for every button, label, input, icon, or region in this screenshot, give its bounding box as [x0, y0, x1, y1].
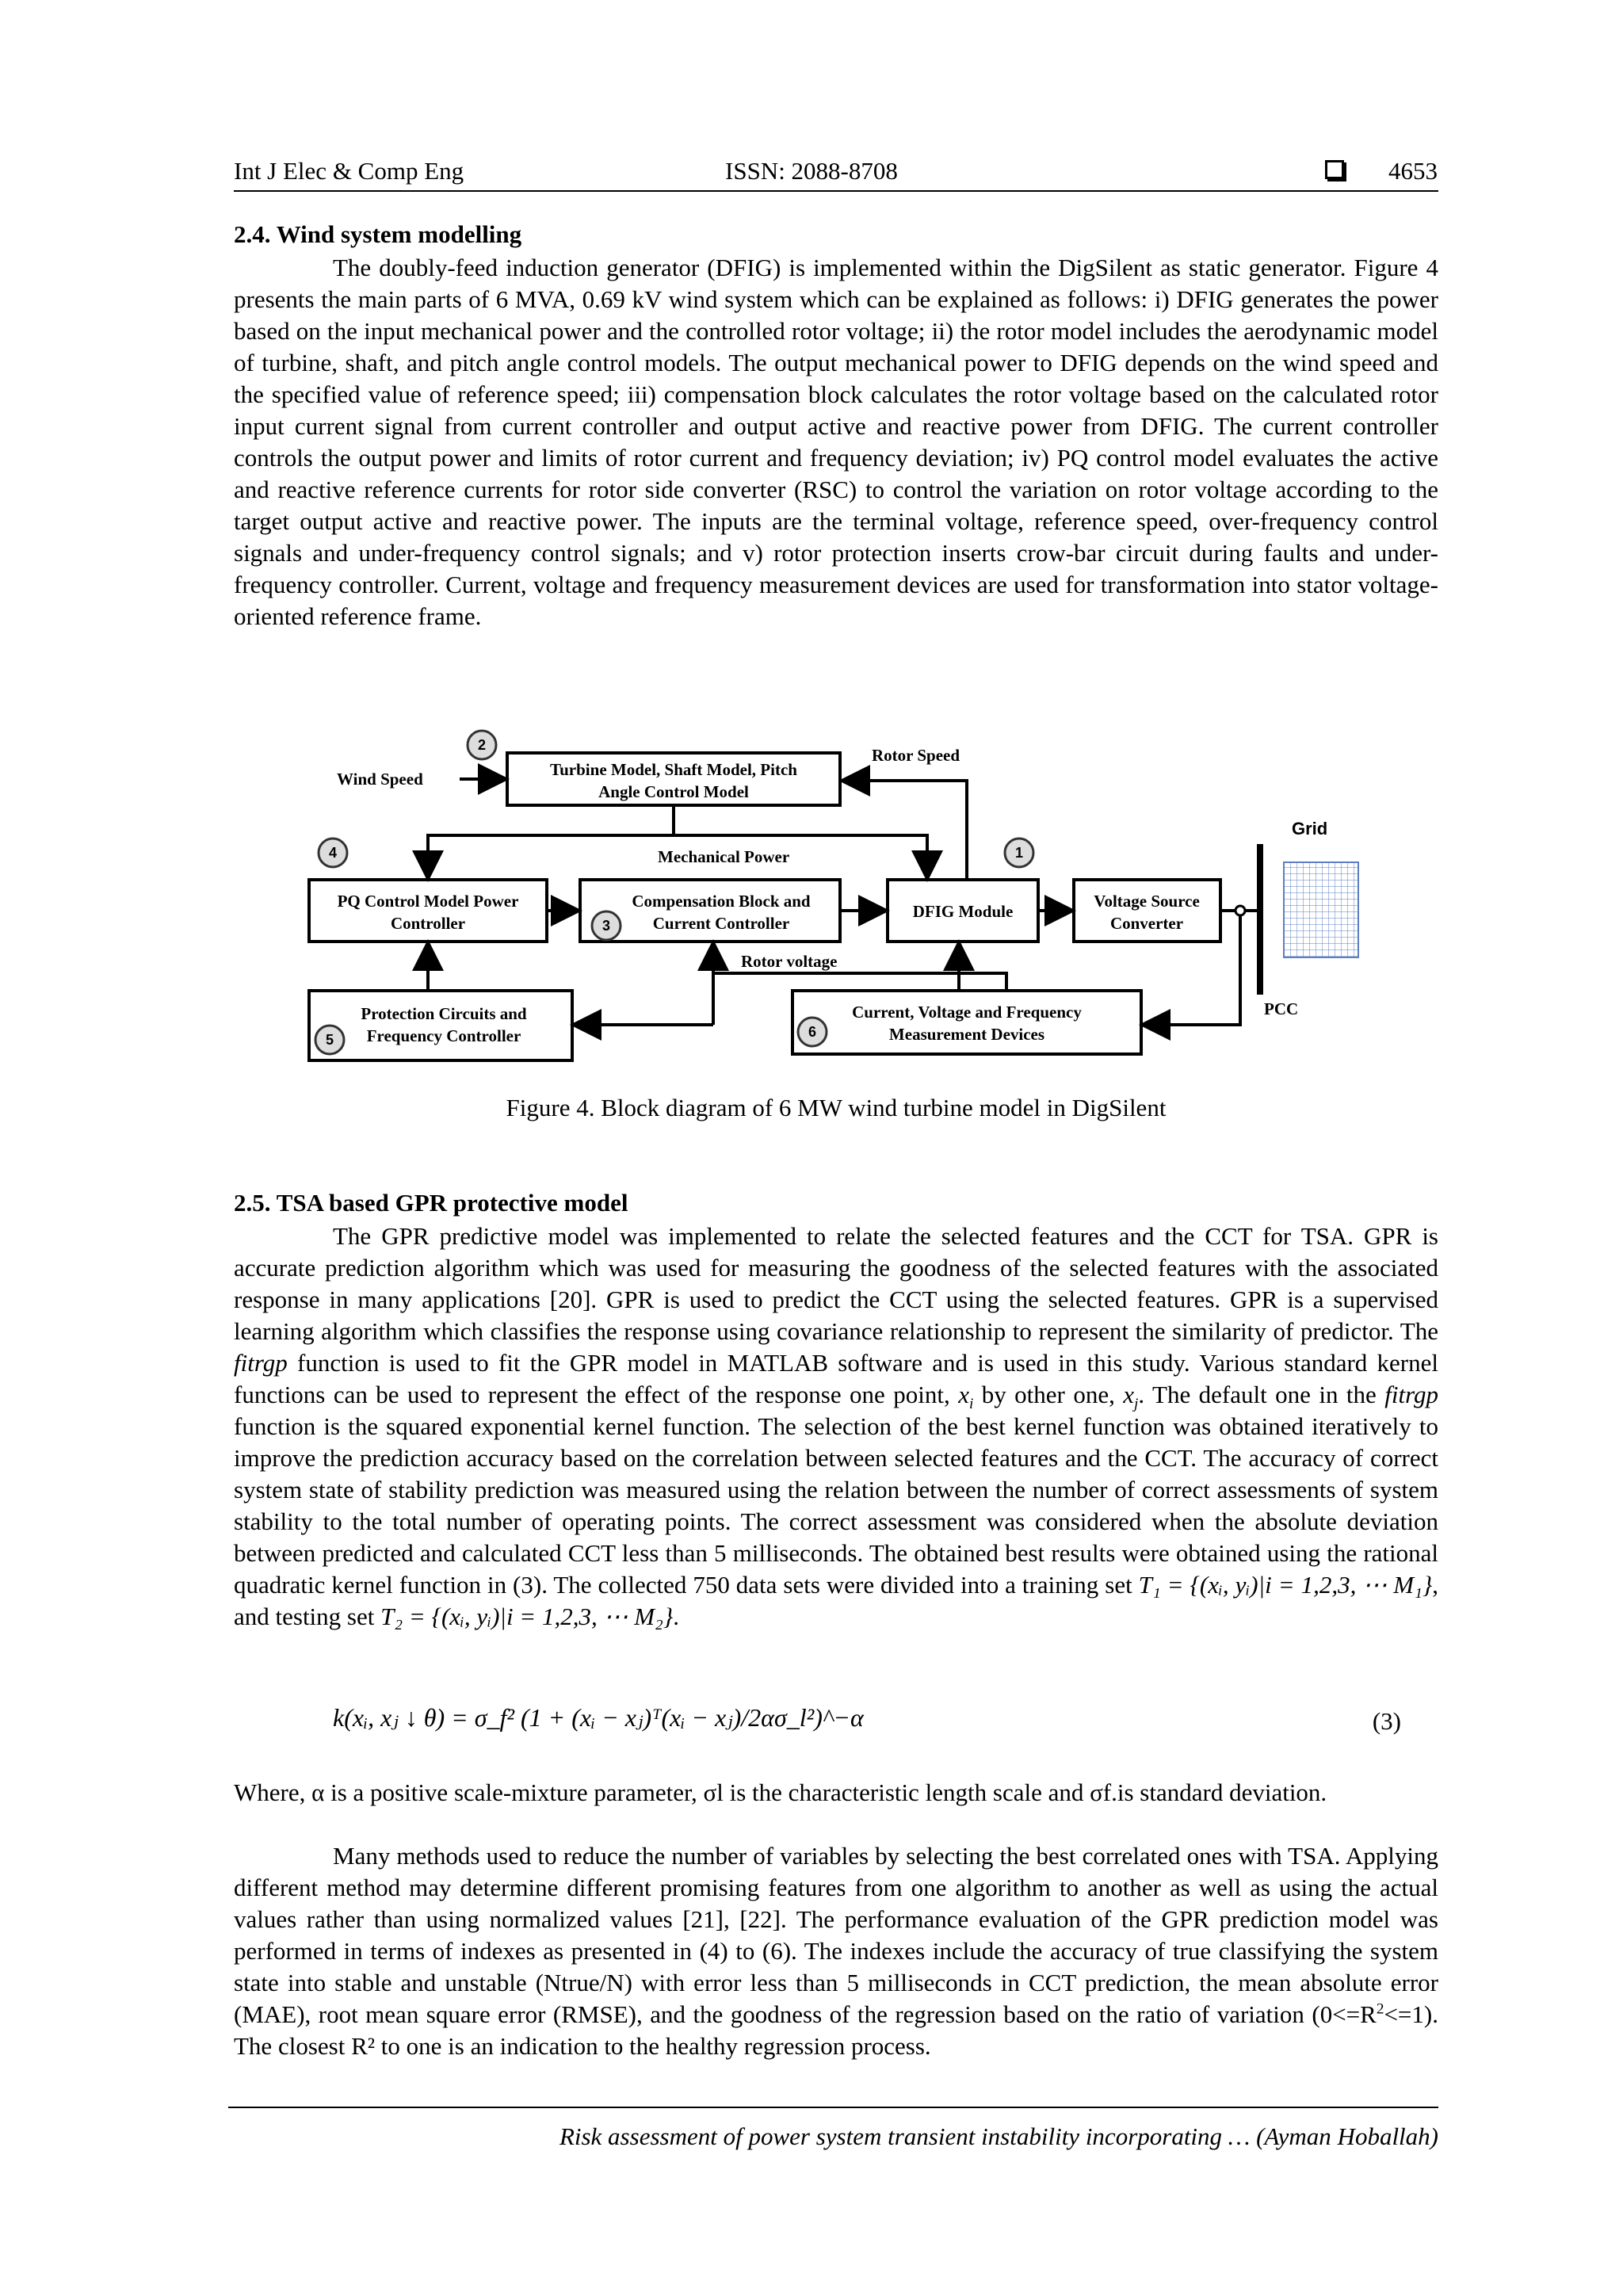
marker-3: 3 [601, 918, 611, 934]
mech-to-pq-arrow [428, 805, 674, 876]
section-heading-2-5: 2.5. TSA based GPR protective model [234, 1189, 628, 1217]
comp-label-1: Compensation Block and [632, 892, 811, 911]
grid-icon [1284, 862, 1358, 957]
paragraph-methods: Many methods used to reduce the number of variables by selecting the best correlated ones with TSA. Applying different method may determine different promising features from one algorithm to another as well as using the actual values rather than using normalized values [21], [22]. The performance evaluation of the GPR prediction model was performed in terms of indexes as presented in (4) to (6). The indexes include the accuracy of true classifying the system state into stable and unstable (Ntrue/N) with error less than 5 milliseconds in CCT prediction, the mean absolute error (MAE), root mean square error (RMSE), and the goodness of the regression based on the ratio of variation $(0<=R^2<=1)$. The closest R² to one is an indication to the healthy regression process. [234, 1842, 1438, 2060]
section-2-4-body [234, 252, 1438, 632]
where-text: Where, α is a positive scale-mixture parameter, σl is the characteristic length scale and σf.is standard deviation. [234, 1778, 1327, 1806]
grid-label: Grid [1292, 819, 1328, 839]
section-heading-2-4: 2.4. Wind system modelling [234, 220, 522, 248]
pcc-node [1235, 906, 1245, 915]
vsc-label-1: Voltage Source [1094, 892, 1200, 911]
protection-label-1: Protection Circuits and [361, 1004, 527, 1023]
comp-label-2: Current Controller [652, 914, 790, 933]
equation-number: (3) [1372, 1707, 1401, 1735]
turbine-label-1: Turbine Model, Shaft Model, Pitch [550, 760, 797, 779]
paragraph-gpr: The GPR predictive model was implemented to relate the selected features and the CCT for TSA. GPR is accurate prediction algorithm which was used for measuring the goodness of the selected features with the associated response in many applications [20]. GPR is used to predict the CCT using the selected features. GPR is a supervised learning algorithm which classifies the response using covariance relationship to represent the similarity of predictor. The fitrgp function is used to fit the GPR model in MATLAB software and is used in this study. Various standard kernel functions can be used to represent the effect of the response one point, $x_i$ by other one, $x_j$. The default one in the fitrgp function is the squared exponential kernel function. The selection of the best kernel function was obtained iteratively to improve the prediction accuracy based on the correlation between selected features and the CCT. The accuracy of correct system state of stability prediction was measured using the relation between the number of correct assessments of system stability to the total number of operating points. The correct assessment was considered when the absolute deviation between predicted and calculated CCT less than 5 milliseconds. The obtained best results were obtained using the rational quadratic kernel function in (3). The collected 750 data sets were divided into a training set T₁ = {(xᵢ, yᵢ)|i = 1,2,3, ⋯ M₁}, and testing set T₂ = {(xᵢ, yᵢ)|i = 1,2,3, ⋯ M₂}. [234, 1222, 1439, 1630]
marker-2: 2 [477, 737, 487, 753]
square-bullet-icon [1325, 160, 1344, 179]
journal-name: Int J Elec & Comp Eng [234, 157, 464, 185]
issn: ISSN: 2088-8708 [725, 157, 898, 185]
rotor-voltage-label: Rotor voltage [741, 952, 838, 971]
measurement-box [792, 991, 1141, 1054]
vsc-label-2: Converter [1109, 914, 1184, 933]
rotor-speed-arrow [845, 781, 967, 880]
header-rule [234, 190, 1438, 192]
where-clause [234, 1777, 1438, 1809]
pcc-label: PCC [1264, 999, 1299, 1018]
paragraph: The doubly-feed induction generator (DFIG) is implemented within the DigSilent as static generator. Figure 4 presents the main parts of 6 MVA, 0.69 kV wind system which can be explained as follows: i) DFIG generates the power based on the input mechanical power and the controlled rotor voltage; ii) the rotor model includes the aerodynamic model of turbine, shaft, and pitch angle control models. The output mechanical power to DFIG depends on the wind speed and the specified value of reference speed; iii) compensation block calculates the rotor voltage based on the calculated rotor input current signal from current controller and output active and reactive power from DFIG. The current controller controls the output power and limits of rotor current and frequency deviation; iv) PQ control model evaluates the active and reactive reference currents for rotor side converter (RSC) to control the variation on rotor voltage according to the target output active and reactive power. The inputs are the terminal voltage, reference speed, over-frequency control signals and under-frequency control signals; and v) rotor protection inserts crow-bar circuit during faults and under-frequency controller. Current, voltage and frequency measurement devices are used for transformation into stator voltage-oriented reference frame. [234, 254, 1438, 630]
wind-speed-label: Wind Speed [337, 770, 423, 789]
protection-box [309, 991, 572, 1060]
mechanical-power-label: Mechanical Power [658, 847, 790, 866]
page-number: 4653 [1388, 157, 1438, 185]
running-footer: Risk assessment of power system transient instability incorporating … (Ayman Hoballah) [559, 2122, 1438, 2150]
rotor-speed-label: Rotor Speed [872, 746, 960, 765]
footer-rule [228, 2107, 1438, 2108]
bus-bar [1257, 844, 1263, 995]
turbine-label-2: Angle Control Model [598, 782, 749, 801]
marker-5: 5 [325, 1032, 334, 1048]
measurement-label-2: Measurement Devices [888, 1025, 1045, 1044]
block-diagram [301, 721, 1379, 1070]
marker-1: 1 [1014, 845, 1024, 861]
figure-caption: Figure 4. Block diagram of 6 MW wind turbine model in DigSilent [506, 1094, 1167, 1121]
marker-6: 6 [808, 1024, 817, 1040]
section-2-5-body [234, 1221, 1438, 1633]
marker-4: 4 [328, 845, 338, 861]
measurement-label-1: Current, Voltage and Frequency [852, 1003, 1082, 1022]
section-2-5-body-2 [234, 1840, 1438, 2062]
pq-label-2: Controller [390, 914, 466, 933]
dfig-label: DFIG Module [912, 902, 1014, 921]
pq-label-1: PQ Control Model Power [337, 892, 519, 911]
protection-label-2: Frequency Controller [366, 1026, 521, 1045]
equation-3: k(xᵢ, xⱼ ↓ θ) = σ_f² (1 + (xᵢ − xⱼ)ᵀ(xᵢ − xⱼ)/2ασ_l²)^−α [333, 1703, 864, 1732]
